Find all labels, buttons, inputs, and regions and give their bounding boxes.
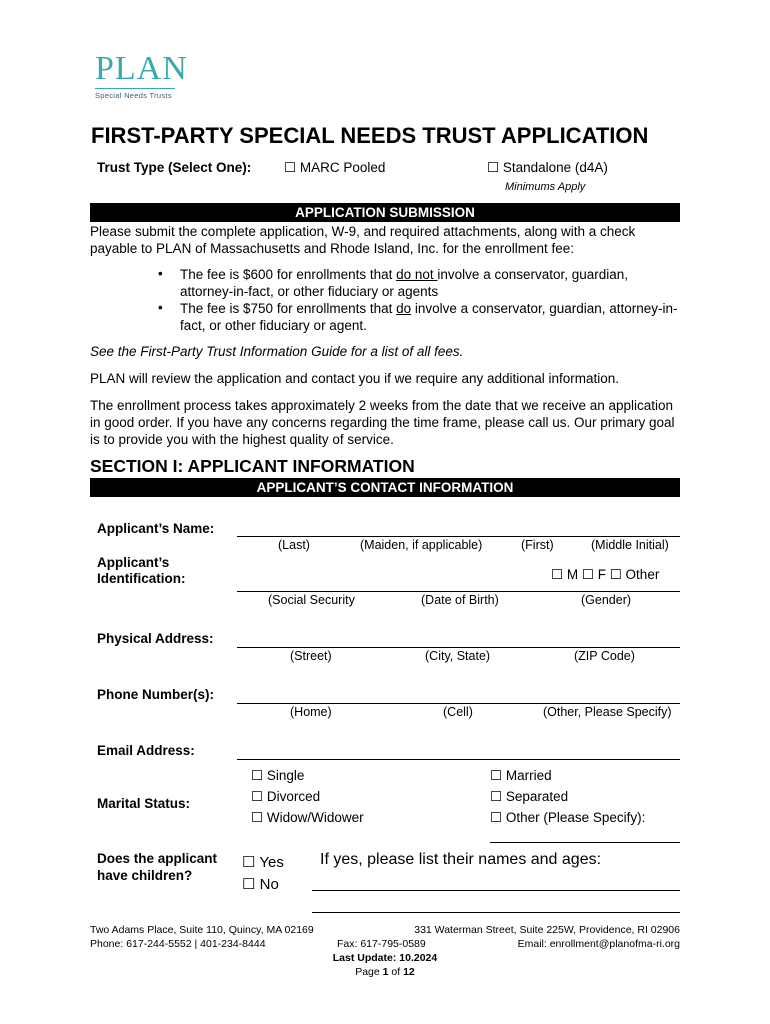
single-checkbox[interactable]: ☐ Single <box>251 768 305 783</box>
caption-zip: (ZIP Code) <box>574 649 635 663</box>
caption-gender: (Gender) <box>581 593 632 607</box>
footer-email: Email: enrollment@planofma-ri.org <box>517 938 680 950</box>
contact-info-header: APPLICANT’S CONTACT INFORMATION <box>90 478 680 497</box>
address-label: Physical Address: <box>97 631 214 646</box>
bullet-dot: • <box>158 300 163 315</box>
process-note: The enrollment process takes approximately 2 weeks from the date that we receive an application in good order. If you have any concerns regarding the time frame, please call us. Our primary goal is to provide you with the highest quality of service. <box>90 398 675 447</box>
caption-ssn: (Social Security <box>268 593 355 607</box>
caption-city-state: (City, State) <box>425 649 491 663</box>
caption-street: (Street) <box>290 649 332 663</box>
caption-home: (Home) <box>290 705 332 719</box>
other-marital-checkbox[interactable]: ☐ Other (Please Specify): <box>490 810 646 825</box>
review-note: PLAN will review the application and contact you if we require any additional information. <box>90 371 620 386</box>
caption-cell: (Cell) <box>443 705 473 719</box>
email-field[interactable] <box>237 759 680 760</box>
page-title: FIRST-PARTY SPECIAL NEEDS TRUST APPLICATION <box>91 123 649 148</box>
name-label: Applicant’s Name: <box>97 521 215 536</box>
other-marital-field[interactable] <box>490 842 680 843</box>
submission-header: APPLICATION SUBMISSION <box>90 203 680 222</box>
caption-middle-initial: (Middle Initial) <box>591 538 669 552</box>
divorced-checkbox[interactable]: ☐ Divorced <box>251 789 321 804</box>
separated-checkbox[interactable]: ☐ Separated <box>490 789 569 804</box>
identification-label-1: Applicant’s <box>97 555 170 570</box>
children-no-checkbox[interactable]: ☐ No <box>242 876 279 893</box>
bullet-dot: • <box>158 266 163 281</box>
fee-guide-note: See the First-Party Trust Information Guide for a list of all fees. <box>90 344 464 359</box>
footer-address-quincy: Two Adams Place, Suite 110, Quincy, MA 02169 <box>90 924 314 936</box>
submission-intro: Please submit the complete application, W-9, and required attachments, along with a check payable to PLAN of Massachusetts and Rhode Island, Inc. for the enrollment fee: <box>90 224 636 256</box>
footer-page-number: Page 1 of 12 <box>355 966 415 978</box>
email-label: Email Address: <box>97 743 195 758</box>
footer-address-providence: 331 Waterman Street, Suite 225W, Providence, RI 02906 <box>414 924 680 936</box>
phone-field[interactable] <box>237 703 680 704</box>
identification-label-2: Identification: <box>97 571 186 586</box>
widow-checkbox[interactable]: ☐ Widow/Widower <box>251 810 364 825</box>
footer-phone: Phone: 617-244-5552 | 401-234-8444 <box>90 938 266 950</box>
footer-last-update: Last Update: 10.2024 <box>332 952 438 964</box>
fee-bullet-2: The fee is $750 for enrollments that do involve a conservator, guardian, attorney-in-fact, or other fiduciary or agent. <box>180 301 678 333</box>
footer-fax: Fax: 617-795-0589 <box>337 938 426 950</box>
caption-other-phone: (Other, Please Specify) <box>543 705 672 719</box>
logo-rule <box>95 88 175 89</box>
caption-maiden: (Maiden, if applicable) <box>360 538 483 552</box>
standalone-checkbox[interactable]: ☐ Standalone (d4A) <box>487 160 608 175</box>
minimums-note: Minimums Apply <box>505 181 586 193</box>
children-label-1: Does the applicant <box>97 851 218 866</box>
phone-label: Phone Number(s): <box>97 687 215 702</box>
logo-subtitle: Special Needs Trusts <box>95 91 172 100</box>
address-field[interactable] <box>237 647 680 648</box>
children-field-1[interactable] <box>312 890 680 891</box>
marc-pooled-checkbox[interactable]: ☐ MARC Pooled <box>284 160 386 175</box>
caption-dob: (Date of Birth) <box>421 593 499 607</box>
children-yes-checkbox[interactable]: ☐ Yes <box>242 854 284 871</box>
married-checkbox[interactable]: ☐ Married <box>490 768 552 783</box>
caption-first: (First) <box>521 538 554 552</box>
gender-checkboxes[interactable]: ☐ M ☐ F ☐ Other <box>551 567 660 582</box>
section-title: SECTION I: APPLICANT INFORMATION <box>90 456 415 476</box>
children-prompt: If yes, please list their names and ages: <box>320 851 602 868</box>
children-label-2: have children? <box>97 868 193 883</box>
marital-label: Marital Status: <box>97 796 191 811</box>
children-field-2[interactable] <box>312 912 680 913</box>
identification-field[interactable] <box>237 591 680 592</box>
name-field[interactable] <box>237 536 680 537</box>
caption-last: (Last) <box>278 538 310 552</box>
trust-type-label: Trust Type (Select One): <box>97 160 252 175</box>
fee-bullet-1: The fee is $600 for enrollments that do not involve a conservator, guardian, attorney-in-fact, or other fiduciary or agents <box>180 267 629 299</box>
logo: PLAN <box>95 50 188 87</box>
